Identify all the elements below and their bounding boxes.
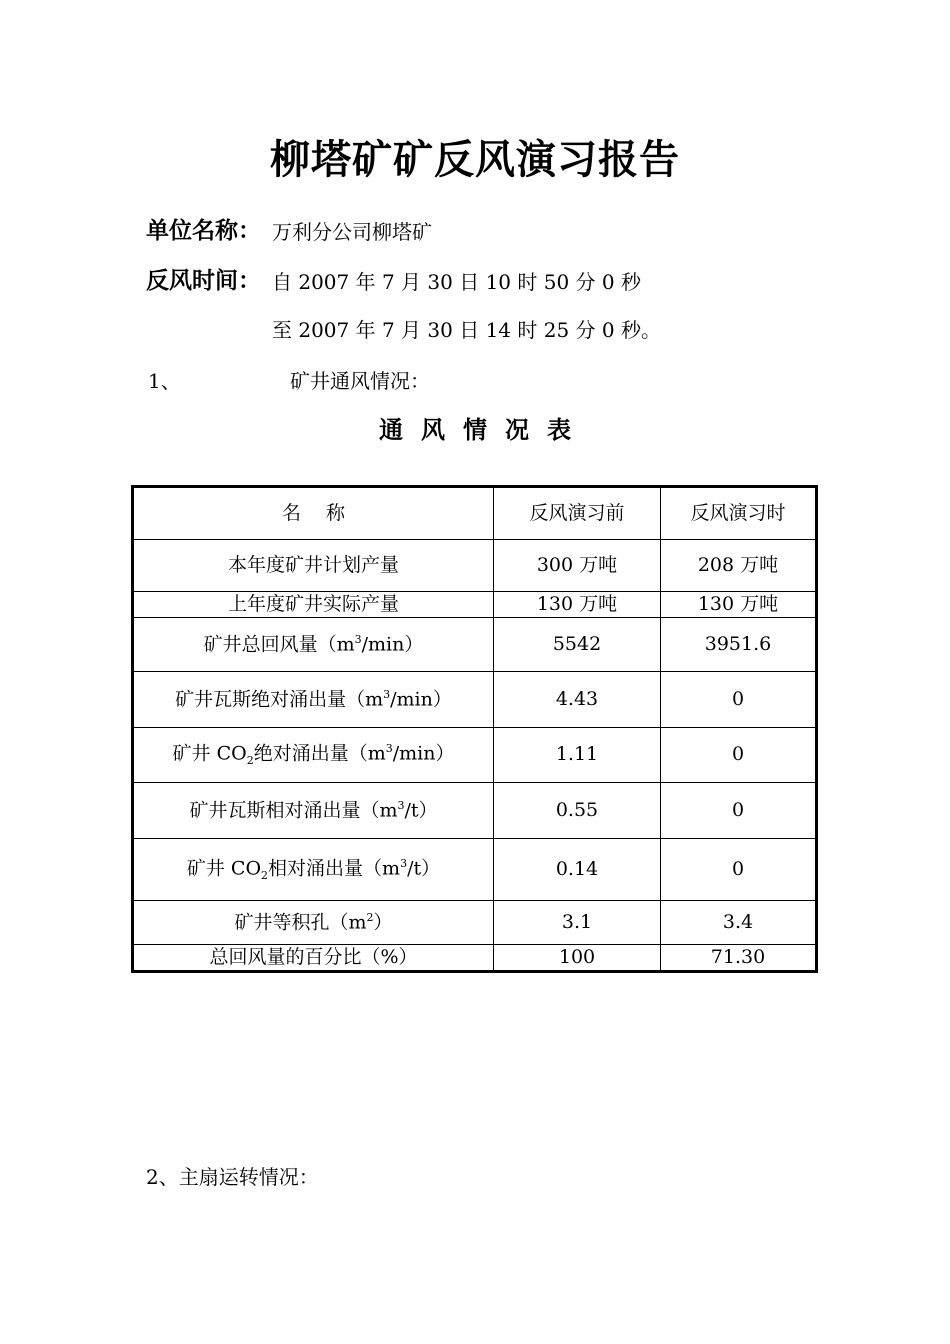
superscript: 3	[383, 687, 391, 701]
row-during: 3951.6	[661, 618, 817, 672]
row-name-text: /min）	[361, 633, 424, 656]
row-name-text: /t）	[404, 799, 438, 822]
row-name: 总回风量的百分比（%）	[133, 945, 494, 972]
ventilation-table	[131, 485, 818, 973]
row-name	[133, 839, 494, 901]
row-name-text: 矿井总回风量（m	[203, 633, 355, 656]
superscript: 3	[385, 742, 393, 756]
row-name: 上年度矿井实际产量	[133, 592, 494, 618]
table-row	[133, 945, 817, 972]
row-name-text: 矿井 CO	[186, 856, 262, 879]
row-name	[133, 728, 494, 783]
row-name-text: 矿井 CO	[172, 742, 247, 765]
row-during: 71.30	[661, 945, 817, 972]
time-end: 至 2007 年 7 月 30 日 14 时 25 分 0 秒。	[272, 318, 661, 342]
header-during: 反风演习时	[661, 487, 817, 540]
superscript: 3	[400, 856, 408, 870]
table-title-char: 通	[379, 416, 403, 444]
row-name	[133, 618, 494, 672]
row-name: 本年度矿井计划产量	[133, 540, 494, 592]
table-row	[133, 783, 817, 839]
table-title-char: 风	[421, 416, 445, 444]
table-title-char: 表	[547, 416, 571, 444]
row-during: 0	[661, 728, 817, 783]
row-during: 0	[661, 839, 817, 901]
row-before: 0.55	[494, 783, 661, 839]
row-during: 130 万吨	[661, 592, 817, 618]
row-name-text: /t）	[407, 856, 441, 879]
table-title	[0, 410, 950, 445]
section2-heading: 2、主扇运转情况：	[146, 1165, 319, 1189]
row-during: 208 万吨	[661, 540, 817, 592]
row-during: 0	[661, 672, 817, 728]
row-before: 100	[494, 945, 661, 972]
unit-value: 万利分公司柳塔矿	[272, 220, 432, 244]
table-row	[133, 901, 817, 945]
superscript: 2	[366, 910, 374, 924]
row-before: 3.1	[494, 901, 661, 945]
row-name-text: 绝对涌出量（m	[253, 742, 386, 765]
header-before: 反风演习前	[494, 487, 661, 540]
row-name-text: 矿井瓦斯绝对涌出量（m	[175, 688, 384, 711]
table-row	[133, 592, 817, 618]
table-row	[133, 839, 817, 901]
row-name-text: /min）	[390, 688, 452, 711]
row-name-text: /min）	[392, 742, 455, 765]
row-before: 0.14	[494, 839, 661, 901]
row-name	[133, 672, 494, 728]
subscript: 2	[261, 868, 269, 882]
table-header-row	[133, 487, 817, 540]
subscript: 2	[246, 754, 254, 768]
row-name-text: ）	[373, 911, 393, 934]
table-row	[133, 540, 817, 592]
section1-number: 1、	[148, 369, 181, 393]
row-before: 5542	[494, 618, 661, 672]
row-before: 4.43	[494, 672, 661, 728]
table-title-char: 况	[505, 416, 529, 444]
time-start: 自 2007 年 7 月 30 日 10 时 50 分 0 秒	[272, 270, 641, 294]
row-during: 0	[661, 783, 817, 839]
row-name	[133, 783, 494, 839]
table-title-char: 情	[463, 416, 487, 444]
superscript: 3	[397, 798, 405, 812]
row-during: 3.4	[661, 901, 817, 945]
row-name-text: 矿井等积孔（m	[234, 911, 367, 934]
row-name	[133, 901, 494, 945]
unit-label: 单位名称：	[146, 218, 261, 244]
table-row	[133, 672, 817, 728]
row-before: 300 万吨	[494, 540, 661, 592]
superscript: 3	[354, 632, 362, 646]
header-name: 名 称	[133, 487, 494, 540]
section1-heading: 矿井通风情况：	[290, 369, 430, 393]
row-before: 130 万吨	[494, 592, 661, 618]
row-before: 1.11	[494, 728, 661, 783]
document-title: 柳塔矿矿反风演习报告	[270, 136, 680, 183]
row-name-text: 相对涌出量（m	[268, 856, 401, 879]
row-name-text: 矿井瓦斯相对涌出量（m	[189, 799, 398, 822]
table-row	[133, 728, 817, 783]
table-row	[133, 618, 817, 672]
time-label: 反风时间：	[146, 268, 261, 294]
